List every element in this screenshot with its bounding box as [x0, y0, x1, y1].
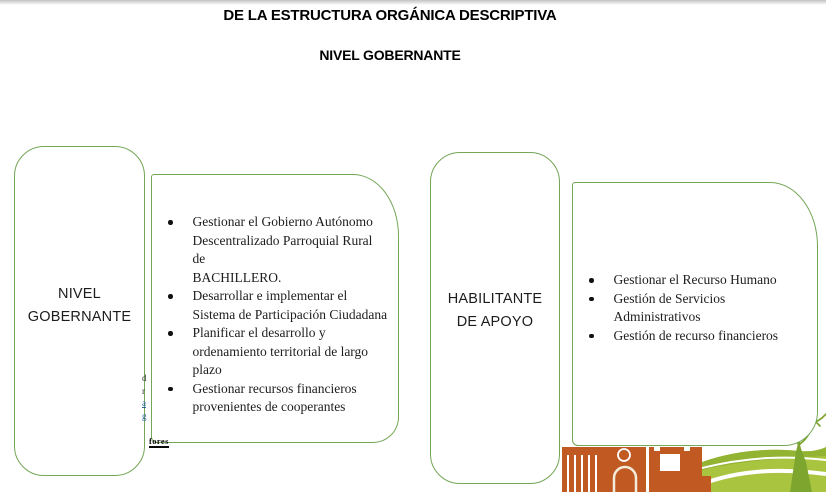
- clipped-word: fores: [149, 436, 169, 446]
- crenellation-notch: [684, 447, 690, 451]
- clipped-letter: g: [142, 410, 147, 421]
- level-box-label-line: DE APOYO: [456, 314, 534, 330]
- church-building: [562, 447, 711, 492]
- bullet-line: Gestionar el Recurso Humano: [613, 272, 777, 287]
- page-subtitle: NIVEL GOBERNANTE: [319, 47, 461, 63]
- bullet-item: [165, 324, 388, 380]
- functions-list: [165, 213, 388, 417]
- level-box-habilitante-de-apoyo: [430, 152, 560, 484]
- bullet-line: Planificar el desarrollo y: [192, 325, 326, 340]
- bullet-line: ordenamiento territorial de largo: [192, 343, 369, 359]
- clipped-letter: d: [142, 373, 147, 383]
- bullet-dot: [589, 334, 594, 339]
- level-box-label-line: GOBERNANTE: [27, 309, 132, 325]
- bullet-line: Gestión de Servicios: [613, 290, 726, 306]
- functions-box-habilitante-de-apoyo: [572, 182, 818, 446]
- level-box-nivel-gobernante: [14, 146, 145, 476]
- bullet-line: Administrativos: [613, 309, 701, 324]
- functions-box-nivel-gobernante: [151, 174, 399, 443]
- crenellation-notch: [654, 447, 660, 451]
- bullet-dot: [168, 294, 173, 299]
- clipped-letter: a: [142, 398, 146, 408]
- bullet-line: Desarrollar e implementar el: [192, 288, 348, 303]
- level-box-label-line: HABILITANTE: [447, 291, 543, 307]
- bullet-item: [586, 271, 807, 290]
- bullet-dot: [589, 297, 594, 302]
- functions-list: [586, 271, 807, 345]
- level-box-label-line: NIVEL: [58, 286, 101, 302]
- building-slit: [646, 447, 649, 492]
- bullet-item: [586, 290, 807, 327]
- bullet-line: Gestionar recursos financieros: [192, 380, 357, 396]
- bullet-dot: [168, 331, 173, 336]
- clipped-text-column: [142, 372, 151, 422]
- bullet-line: Sistema de Participación Ciudadana: [192, 306, 388, 322]
- bullet-item: [586, 327, 807, 346]
- building-right-step: [702, 476, 711, 492]
- bullet-line: Descentralizado Parroquial Rural de: [192, 232, 373, 266]
- bullet-dot: [589, 278, 594, 283]
- clipped-letter: r: [142, 385, 145, 396]
- bullet-line: plazo: [192, 362, 222, 377]
- bullet-dot: [168, 387, 173, 392]
- bullet-item: [165, 380, 388, 417]
- bullet-line: provenientes de cooperantes: [192, 399, 346, 414]
- bullet-dot: [168, 220, 173, 225]
- bullet-line: Gestionar el Gobierno Autónomo: [192, 214, 373, 229]
- square-window: [660, 454, 680, 471]
- bullet-item: [165, 213, 388, 287]
- bullet-item: [165, 287, 388, 324]
- page-title: DE LA ESTRUCTURA ORGÁNICA DESCRIPTIVA: [223, 7, 557, 24]
- bullet-line: Gestión de recurso financieros: [613, 327, 779, 343]
- bullet-line: BACHILLERO.: [192, 269, 282, 285]
- page-top-shadow: [0, 0, 826, 5]
